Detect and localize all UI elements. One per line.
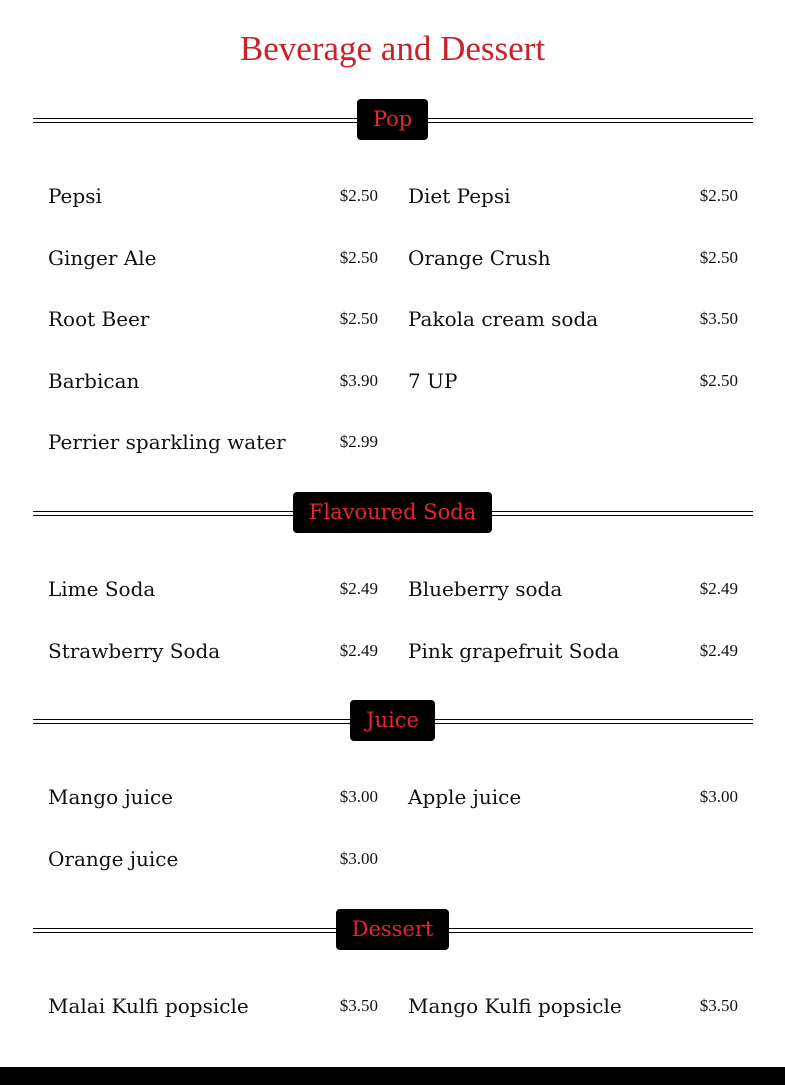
item-price: $2.49 xyxy=(339,640,378,660)
item-price: $2.50 xyxy=(699,247,738,267)
footer-bar xyxy=(0,1067,785,1085)
menu-item xyxy=(408,770,738,832)
page-title: Beverage and Dessert xyxy=(239,29,546,68)
menu-item xyxy=(48,292,378,354)
menu-item xyxy=(48,770,378,832)
item-name: Pepsi xyxy=(48,184,102,208)
item-name: Apple juice xyxy=(408,785,522,809)
item-name: Diet Pepsi xyxy=(408,184,511,208)
item-name: Perrier sparkling water xyxy=(48,430,286,454)
menu-item xyxy=(48,354,378,416)
item-price: $3.00 xyxy=(699,787,738,806)
item-name: Ginger Ale xyxy=(48,245,157,270)
menu-item xyxy=(408,354,738,416)
item-price: $2.49 xyxy=(699,640,738,660)
item-name: Orange Crush xyxy=(408,245,551,270)
item-name: Lime Soda xyxy=(48,577,156,601)
item-price: $2.99 xyxy=(339,432,378,451)
item-name: Pink grapefruit Soda xyxy=(408,638,620,663)
item-name: Blueberry soda xyxy=(408,577,563,601)
item-name: Barbican xyxy=(48,368,140,393)
item-price: $2.50 xyxy=(339,247,378,267)
item-price: $2.50 xyxy=(339,186,378,205)
section-label: Flavoured Soda xyxy=(293,492,492,533)
item-name: 7 UP xyxy=(408,368,458,393)
item-name: Root Beer xyxy=(48,307,150,331)
section-label: Juice xyxy=(350,700,435,741)
menu-items xyxy=(48,979,738,1041)
menu-items xyxy=(48,770,738,893)
item-price: $3.50 xyxy=(699,996,738,1015)
menu-items xyxy=(48,562,738,685)
item-price: $3.00 xyxy=(339,787,378,806)
menu-item xyxy=(48,979,378,1041)
item-price: $3.50 xyxy=(699,309,738,328)
item-price: $3.50 xyxy=(339,996,378,1015)
section-label: Dessert xyxy=(336,909,450,950)
menu-item xyxy=(408,979,738,1041)
menu-item xyxy=(408,562,738,624)
item-price: $2.50 xyxy=(339,309,378,328)
menu-item xyxy=(408,169,738,231)
menu-item xyxy=(48,169,378,231)
item-price: $2.50 xyxy=(699,370,738,390)
menu-item xyxy=(408,624,738,686)
item-name: Strawberry Soda xyxy=(48,638,221,663)
item-name: Orange juice xyxy=(48,846,179,871)
item-price: $2.49 xyxy=(339,579,378,598)
menu-items xyxy=(48,169,738,477)
menu-item xyxy=(48,624,378,686)
menu-item xyxy=(48,832,378,894)
item-name: Mango Kulfi popsicle xyxy=(408,994,622,1018)
menu-item xyxy=(48,562,378,624)
section-label: Pop xyxy=(357,99,428,140)
menu-item xyxy=(48,415,378,477)
item-price: $2.49 xyxy=(699,579,738,598)
menu-item xyxy=(408,231,738,293)
item-name: Mango juice xyxy=(48,785,173,809)
item-name: Malai Kulfi popsicle xyxy=(48,994,249,1018)
menu-item xyxy=(48,231,378,293)
item-name: Pakola cream soda xyxy=(408,307,599,331)
item-price: $3.00 xyxy=(339,848,378,868)
item-price: $3.90 xyxy=(339,370,378,390)
item-price: $2.50 xyxy=(699,186,738,205)
menu-item xyxy=(408,292,738,354)
